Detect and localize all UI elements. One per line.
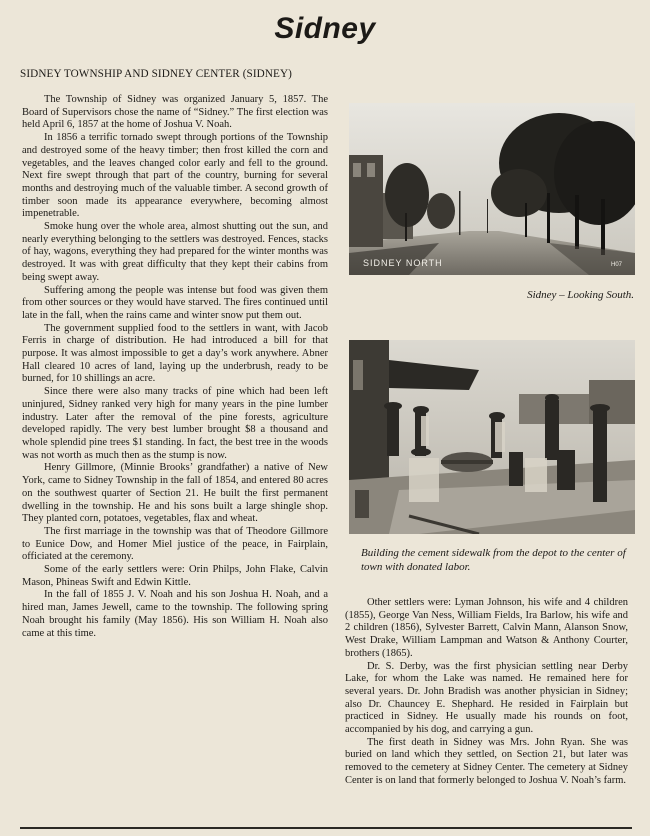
page-title: Sidney <box>274 12 376 45</box>
paragraph: In 1856 a terrific tornado swept through portions of the Township and destroyed some of the heavy timber; then frost killed the corn and vegetables, and the leaves changed color early and fell to the ground. Next fire swept through that part of the country, burning for several months and destroying much of the valuable timber. A second growth of timber soon made its appearance everywhere, becoming almost impenetrable. <box>22 132 328 220</box>
paragraph: In the fall of 1855 J. V. Noah and his son Joshua H. Noah, and a hired man, James Jewell, came to the township. The following spring Noah brought his family (May 1856). His son William H. Noah also came at this time. <box>22 589 328 639</box>
paragraph: Dr. S. Derby, was the first physician settling near Derby Lake, for whom the Lake was named. He remained here for several years. Dr. John Bradish was another physician in Sidney; also Dr. Chauncey E. Shephard. He resided in Fairplain but practiced in Sidney. He usually made his rounds on foot, accompanied by his dog, and carrying a gun. <box>345 660 628 736</box>
paragraph: The Township of Sidney was organized January 5, 1857. The Board of Supervisors chose the name of “Sidney.” The first election was held April 6, 1857 at the home of Joshua V. Noah. <box>22 94 328 131</box>
paragraph: The first death in Sidney was Mrs. John Ryan. She was buried on land which they settled, on Section 21, but later was removed to the cemetery at Sidney Center. The cemetery at Sidney Center is on land that formerly belonged to Joshua V. Noah’s farm. <box>345 736 628 786</box>
photo-caption: Building the cement sidewalk from the depot to the center of town with donated labor. <box>361 547 626 573</box>
street-photo-illustration <box>349 103 635 275</box>
paragraph: Some of the early settlers were: Orin Philps, John Flake, Calvin Mason, Phineas Swift and Edwin Kittle. <box>22 564 328 588</box>
photo-caption: Sidney – Looking South. <box>527 289 634 301</box>
paragraph: Other settlers were: Lyman Johnson, his wife and 4 children (1855), George Van Ness, William Fields, Ira Barlow, his wife and 2 children (1856), Sylvester Barrett, Calvin Mann, Alanson Snow, West Drake, William Lampman and Watson & Anthony Courter, brothers (1865). <box>345 597 628 659</box>
paragraph: The first marriage in the township was that of Theodore Gillmore to Eunice Dow, and Homer Miel justice of the peace, in Fairplain, officiated at the ceremony. <box>22 525 328 563</box>
photo-sign-text: SIDNEY NORTH <box>363 258 443 268</box>
right-column <box>345 597 628 788</box>
section-heading: SIDNEY TOWNSHIP AND SIDNEY CENTER (SIDNEY) <box>20 68 292 80</box>
sidewalk-photo-illustration <box>349 340 635 534</box>
paragraph: Since there were also many tracks of pine which had been left uninjured, Sidney ranked very high for many years in the pine lumber industry. Later after the removal of the pine forests, agriculture developed rapidly. The very best lumber brought $8 a thousand and whole splendid pine trees $1 standing. In fact, the best tree in the woods was not worth as much then as the stump is now. <box>22 386 328 461</box>
photo-sidney-street <box>349 103 635 275</box>
paragraph: The government supplied food to the settlers in want, with Jacob Ferris in charge of distribution. He had introduced a bill for that purpose. It was almost impossible to get a day’s work anywhere. Abner Hall cleared 10 acres of land, laying up the underbrush, ready to be burned, for 10 shillings an acre. <box>22 322 328 385</box>
paragraph: Smoke hung over the whole area, almost shutting out the sun, and nearly everything belonging to the settlers was destroyed. Fences, stacks of hay, wagons, everything they had prepared for the winter months was destroyed. It was with great difficulty that they kept their cabins from being swept away. <box>22 221 328 283</box>
paragraph: Henry Gillmore, (Minnie Brooks’ grandfather) a native of New York, came to Sidney Township in the fall of 1854, and entered 80 acres on the southwest quarter of Section 21. He built the first permanent dwelling in the township. He and his sons built a large shingle shop. They planted corn, potatoes, vegetables, flax and wheat. <box>22 462 328 525</box>
photo-corner-text: H07 <box>611 262 623 268</box>
bottom-rule <box>20 827 632 829</box>
paragraph: Suffering among the people was intense but food was given them from other sources or they would have starved. The fires continued until late in the fall, when the rains came and winter snow put them out. <box>22 284 328 321</box>
photo-sidewalk-workers <box>349 340 635 534</box>
left-column <box>22 94 328 640</box>
